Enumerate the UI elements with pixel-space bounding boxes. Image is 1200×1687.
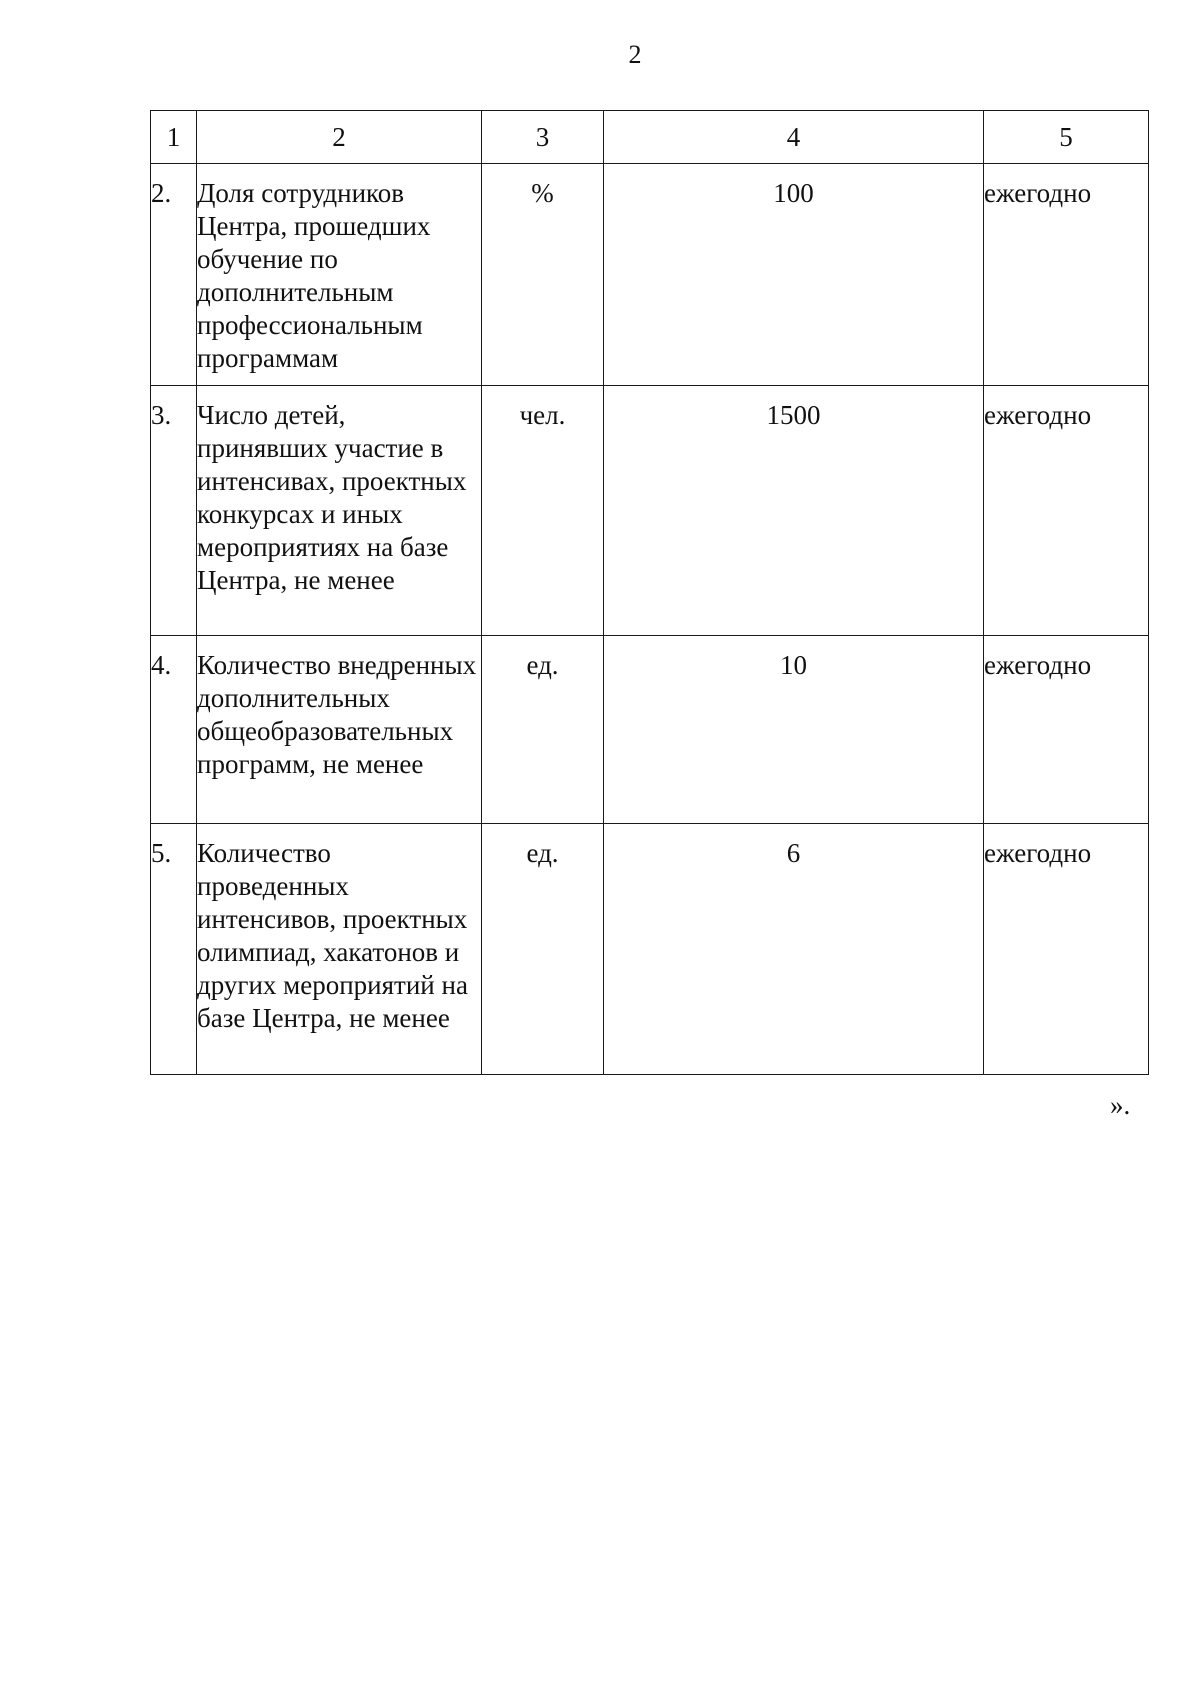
page-number: 2 [628,40,642,69]
unit-of-measure: ед. [482,824,604,1075]
row-number: 5. [151,824,197,1075]
column-header: 3 [482,111,604,164]
table-row [151,636,1149,824]
reporting-period: ежегодно [984,386,1149,636]
reporting-period: ежегодно [984,164,1149,386]
column-header: 2 [197,111,482,164]
row-number: 3. [151,386,197,636]
table-row [151,164,1149,386]
indicator-name: Количество проведенных интенсивов, проектных олимпиад, хакатонов и других мероприятий на базе Центра, не менее [197,824,482,1075]
indicator-value: 100 [604,164,984,386]
indicator-name: Число детей, принявших участие в интенсивах, проектных конкурсах и иных мероприятиях на базе Центра, не менее [197,386,482,636]
table-header-row [151,111,1149,164]
reporting-period: ежегодно [984,636,1149,824]
row-number: 2. [151,164,197,386]
unit-of-measure: % [482,164,604,386]
indicators-table [150,110,1149,1075]
row-number: 4. [151,636,197,824]
reporting-period: ежегодно [984,824,1149,1075]
table-row [151,824,1149,1075]
column-header: 4 [604,111,984,164]
indicator-name: Количество внедренных дополнительных общеобразовательных программ, не менее [197,636,482,824]
indicator-value: 10 [604,636,984,824]
unit-of-measure: ед. [482,636,604,824]
indicator-name: Доля сотрудников Центра, прошедших обучение по дополнительным профессиональным программам [197,164,482,386]
column-header: 5 [984,111,1149,164]
table-row [151,386,1149,636]
closing-quote-mark: ». [1110,1090,1131,1120]
indicator-value: 6 [604,824,984,1075]
indicator-value: 1500 [604,386,984,636]
unit-of-measure: чел. [482,386,604,636]
column-header: 1 [151,111,197,164]
